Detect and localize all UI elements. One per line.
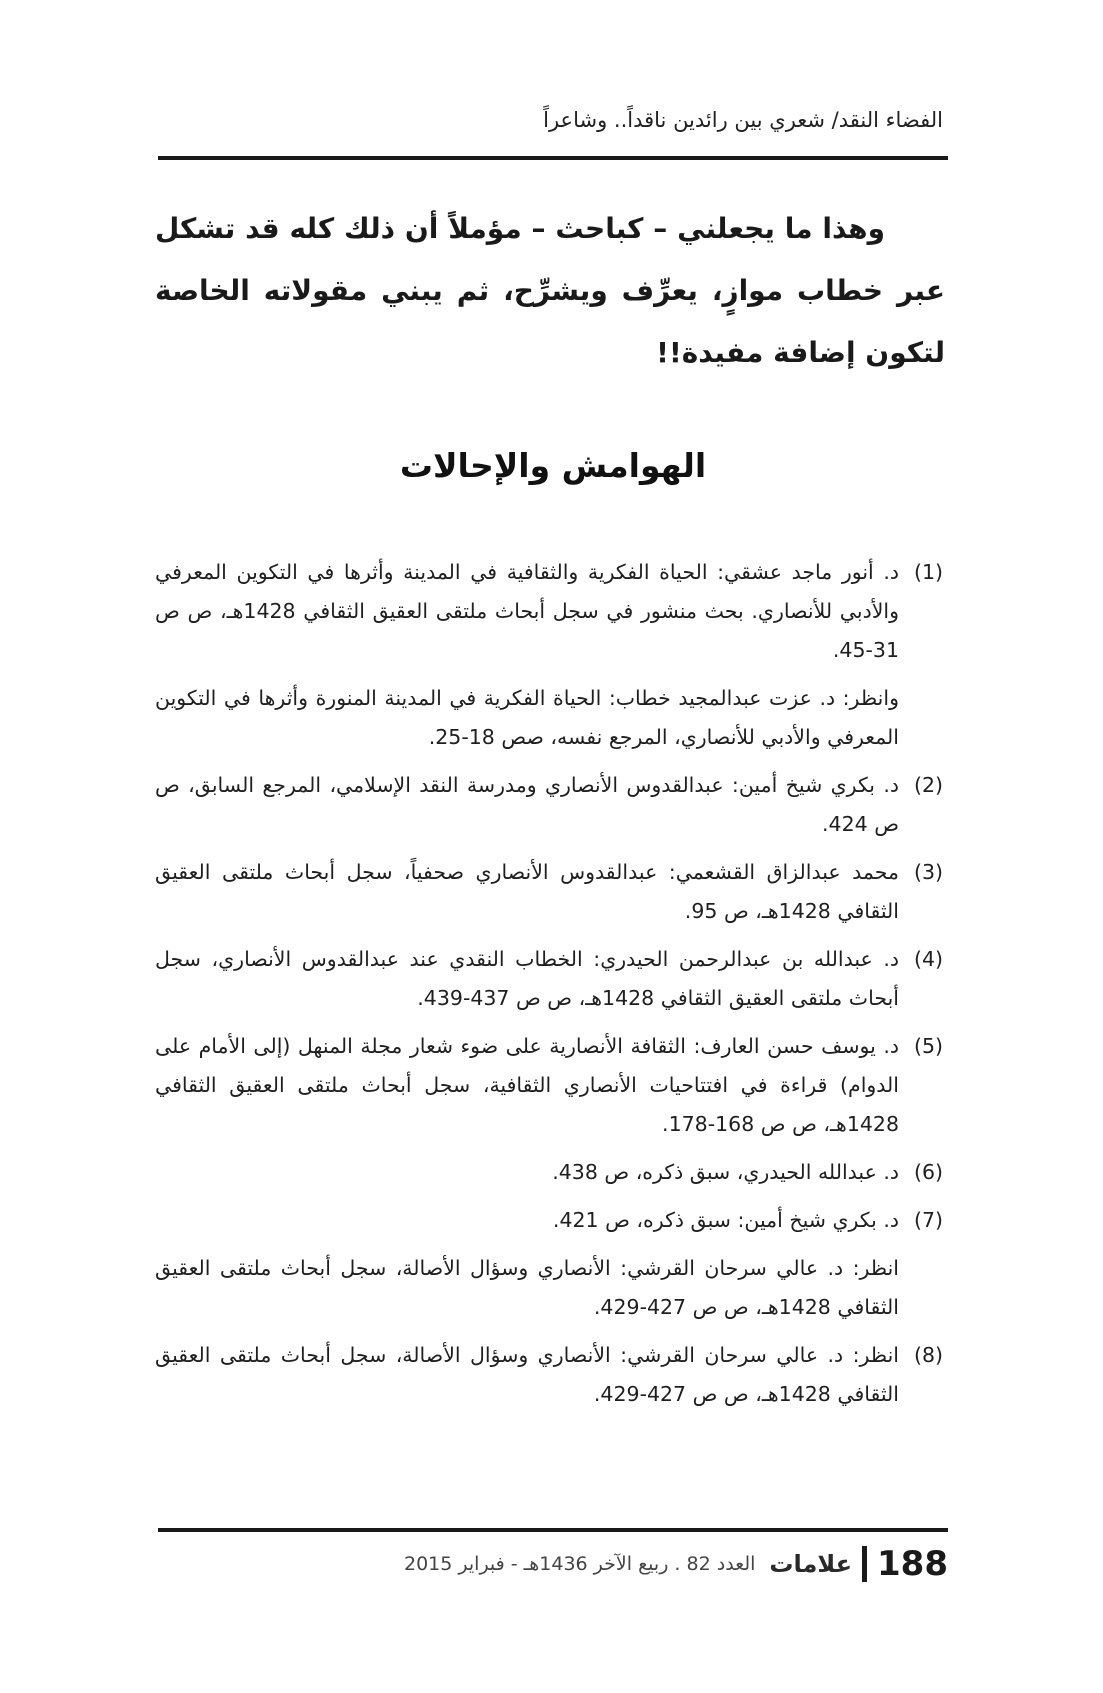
footnote-item — [155, 1027, 943, 1144]
page-footer — [158, 1540, 948, 1588]
footer-separator-bar — [862, 1546, 867, 1582]
footnote-item — [155, 553, 943, 670]
footer-divider — [158, 1528, 948, 1532]
footnotes-list — [155, 553, 943, 1423]
section-title: الهوامش والإحالات — [399, 446, 707, 485]
intro-paragraph-block — [155, 198, 945, 384]
footnote-number: (8) — [913, 1343, 943, 1367]
footnote-number: (1) — [913, 560, 943, 584]
footnote-number: (4) — [913, 947, 943, 971]
footnote-item — [155, 766, 943, 844]
issue-info: العدد 82 . ربيع الآخر 1436هـ - فبراير 2015 — [404, 1553, 756, 1575]
footnote-text: د. يوسف حسن العارف: الثقافة الأنصارية على ضوء شعار مجلة المنهل (إلى الأمام على الدوام) قراءة في افتتاحيات الأنصاري الثقافية، سجل أبحاث ملتقى العقيق الثقافي 1428هـ، ص ص 168-178. — [155, 1034, 899, 1136]
footnote-text: د. بكري شيخ أمين: سبق ذكره، ص 421. — [552, 1208, 899, 1232]
footnote-number: (7) — [913, 1208, 943, 1232]
footnote-number: (6) — [913, 1160, 943, 1184]
footnote-number: (5) — [913, 1034, 943, 1058]
footnote-text: وانظر: د. عزت عبدالمجيد خطاب: الحياة الفكرية في المدينة المنورة وأثرها في التكوين المعرفي والأدبي للأنصاري، المرجع نفسه، صص 18-25. — [155, 686, 899, 749]
footnote-number: (2) — [913, 773, 943, 797]
running-header: الفضاء النقد/ شعري بين رائدين ناقداً.. وشاعراً — [543, 108, 943, 132]
footnote-item — [155, 1249, 943, 1327]
journal-logo: علامات — [769, 1550, 853, 1578]
footnote-text: محمد عبدالزاق القشعمي: عبدالقدوس الأنصاري صحفياً، سجل أبحاث ملتقى العقيق الثقافي 1428هـ، ص 95. — [155, 860, 899, 923]
footnote-item — [155, 853, 943, 931]
footnote-item — [155, 1201, 943, 1240]
footnote-text: د. عبدالله بن عبدالرحمن الحيدري: الخطاب النقدي عند عبدالقدوس الأنصاري، سجل أبحاث ملتقى العقيق الثقافي 1428هـ، ص ص 437-439. — [155, 947, 899, 1010]
footnote-item — [155, 679, 943, 757]
footnote-text: د. أنور ماجد عشقي: الحياة الفكرية والثقافية في المدينة وأثرها في التكوين المعرفي والأدبي للأنصاري. بحث منشور في سجل أبحاث ملتقى العقيق الثقافي 1428هـ، ص ص 31-45. — [155, 560, 899, 662]
footnote-text: د. بكري شيخ أمين: عبدالقدوس الأنصاري ومدرسة النقد الإسلامي، المرجع السابق، ص ص 424. — [155, 773, 899, 836]
header-divider — [158, 156, 948, 160]
footnote-number — [899, 1249, 943, 1327]
intro-paragraph: وهذا ما يجعلني – كباحث – مؤملاً أن ذلك كله قد تشكل عبر خطاب موازٍ، يعرِّف ويشرِّح، ثم يبني مقولاته الخاصة لتكون إضافة مفيدة!! — [155, 212, 945, 369]
footnote-number — [899, 679, 943, 757]
footnote-item — [155, 1336, 943, 1414]
footnote-text: انظر: د. عالي سرحان القرشي: الأنصاري وسؤال الأصالة، سجل أبحاث ملتقى العقيق الثقافي 1428هـ، ص ص 427-429. — [155, 1343, 899, 1406]
footnote-number: (3) — [913, 860, 943, 884]
page-number: 188 — [877, 1544, 948, 1584]
footnote-item — [155, 1153, 943, 1192]
footnote-item — [155, 940, 943, 1018]
footnote-text: انظر: د. عالي سرحان القرشي: الأنصاري وسؤال الأصالة، سجل أبحاث ملتقى العقيق الثقافي 1428هـ، ص ص 427-429. — [155, 1256, 899, 1319]
footnote-text: د. عبدالله الحيدري، سبق ذكره، ص 438. — [552, 1160, 899, 1184]
